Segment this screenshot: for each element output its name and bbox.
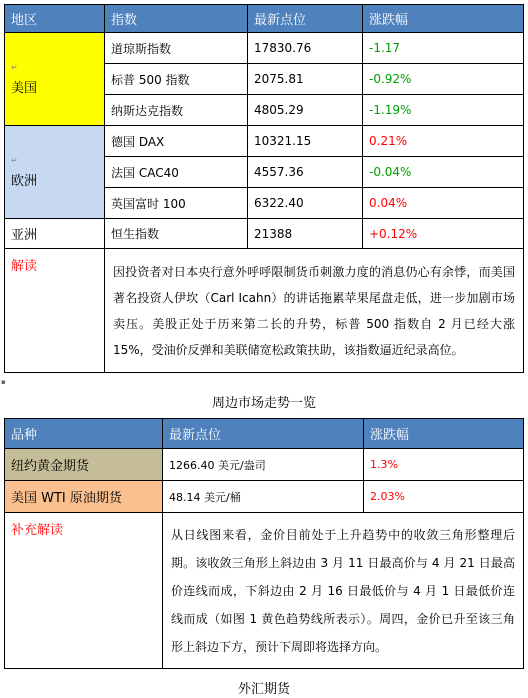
index-point: 10321.15	[248, 126, 363, 157]
index-name: 道琼斯指数	[105, 33, 248, 64]
table-row	[5, 481, 524, 513]
table-header-row	[5, 5, 524, 33]
header-index: 指数	[105, 5, 248, 33]
index-change: -0.92%	[363, 64, 524, 95]
caption-peripheral-markets: 周边市场走势一览	[211, 396, 316, 411]
header-product: 品种	[5, 419, 163, 449]
futures-table	[4, 418, 524, 669]
paragraph-mark-icon: ↵	[11, 155, 18, 165]
region-label: 欧洲	[11, 173, 38, 189]
commentary-text: 因投资者对日本央行意外呼呼限制货币刺激力度的消息仍心有余悸，而美国著名投资人伊坎（Carl Icahn）的讲话拖累苹果尾盘走低，进一步加剧市场卖压。美股正处于历来第二长的升势，标普 500 指数自 2 月已经大涨 15%，受油价反弹和美联储宽松政策扶助，该指数逼近纪录高位。	[105, 249, 524, 373]
index-point: 4805.29	[248, 95, 363, 126]
region-europe	[5, 126, 105, 219]
header-latest-point: 最新点位	[163, 419, 364, 449]
supplementary-commentary-text: 从日线图来看，金价目前处于上升趋势中的收敛三角形整理后期。该收敛三角形上斜边由 3 月 11 日最高价与 4 月 21 日最高价连线而成，下斜边由 2 月 16 日最低价与 4 月 1 日最低价连线而成（如图 1 黄色趋势线所表示）。周四，金价已升至该三角形上斜边下方，预计下周即将选择方向。	[163, 513, 524, 669]
product-change: 2.03%	[364, 481, 524, 513]
product-change: 1.3%	[364, 449, 524, 481]
supplementary-commentary-label: 补充解读	[5, 513, 163, 669]
index-name: 纳斯达克指数	[105, 95, 248, 126]
product-point: 1266.40 美元/盎司	[163, 449, 364, 481]
index-name: 德国 DAX	[105, 126, 248, 157]
index-point: 17830.76	[248, 33, 363, 64]
index-change: +0.12%	[363, 219, 524, 249]
index-name: 法国 CAC40	[105, 157, 248, 188]
table-row	[5, 449, 524, 481]
commentary-row	[5, 249, 524, 373]
header-latest-point: 最新点位	[248, 5, 363, 33]
index-point: 6322.40	[248, 188, 363, 219]
region-asia: 亚洲	[5, 219, 105, 249]
index-name: 英国富时 100	[105, 188, 248, 219]
index-change: -1.19%	[363, 95, 524, 126]
header-change: 涨跌幅	[364, 419, 524, 449]
product-point: 48.14 美元/桶	[163, 481, 364, 513]
table-row	[5, 219, 524, 249]
table-header-row	[5, 419, 524, 449]
commentary-row	[5, 513, 524, 669]
index-name: 标普 500 指数	[105, 64, 248, 95]
commentary-label: 解读	[5, 249, 105, 373]
table-row	[5, 33, 524, 64]
index-change: -1.17	[363, 33, 524, 64]
caption-fx-futures: 外汇期货	[237, 682, 290, 697]
index-change: 0.04%	[363, 188, 524, 219]
index-change: 0.21%	[363, 126, 524, 157]
region-us	[5, 33, 105, 126]
paragraph-mark-icon: ↵	[11, 62, 18, 72]
product-name: 纽约黄金期货	[5, 449, 163, 481]
market-index-table	[4, 4, 524, 373]
product-name: 美国 WTI 原油期货	[5, 481, 163, 513]
table-row	[5, 126, 524, 157]
region-label: 美国	[11, 80, 38, 96]
index-point: 21388	[248, 219, 363, 249]
anchor-mark-icon: ▪	[1, 378, 6, 386]
index-change: -0.04%	[363, 157, 524, 188]
index-point: 4557.36	[248, 157, 363, 188]
header-region: 地区	[5, 5, 105, 33]
index-point: 2075.81	[248, 64, 363, 95]
index-name: 恒生指数	[105, 219, 248, 249]
header-change: 涨跌幅	[363, 5, 524, 33]
